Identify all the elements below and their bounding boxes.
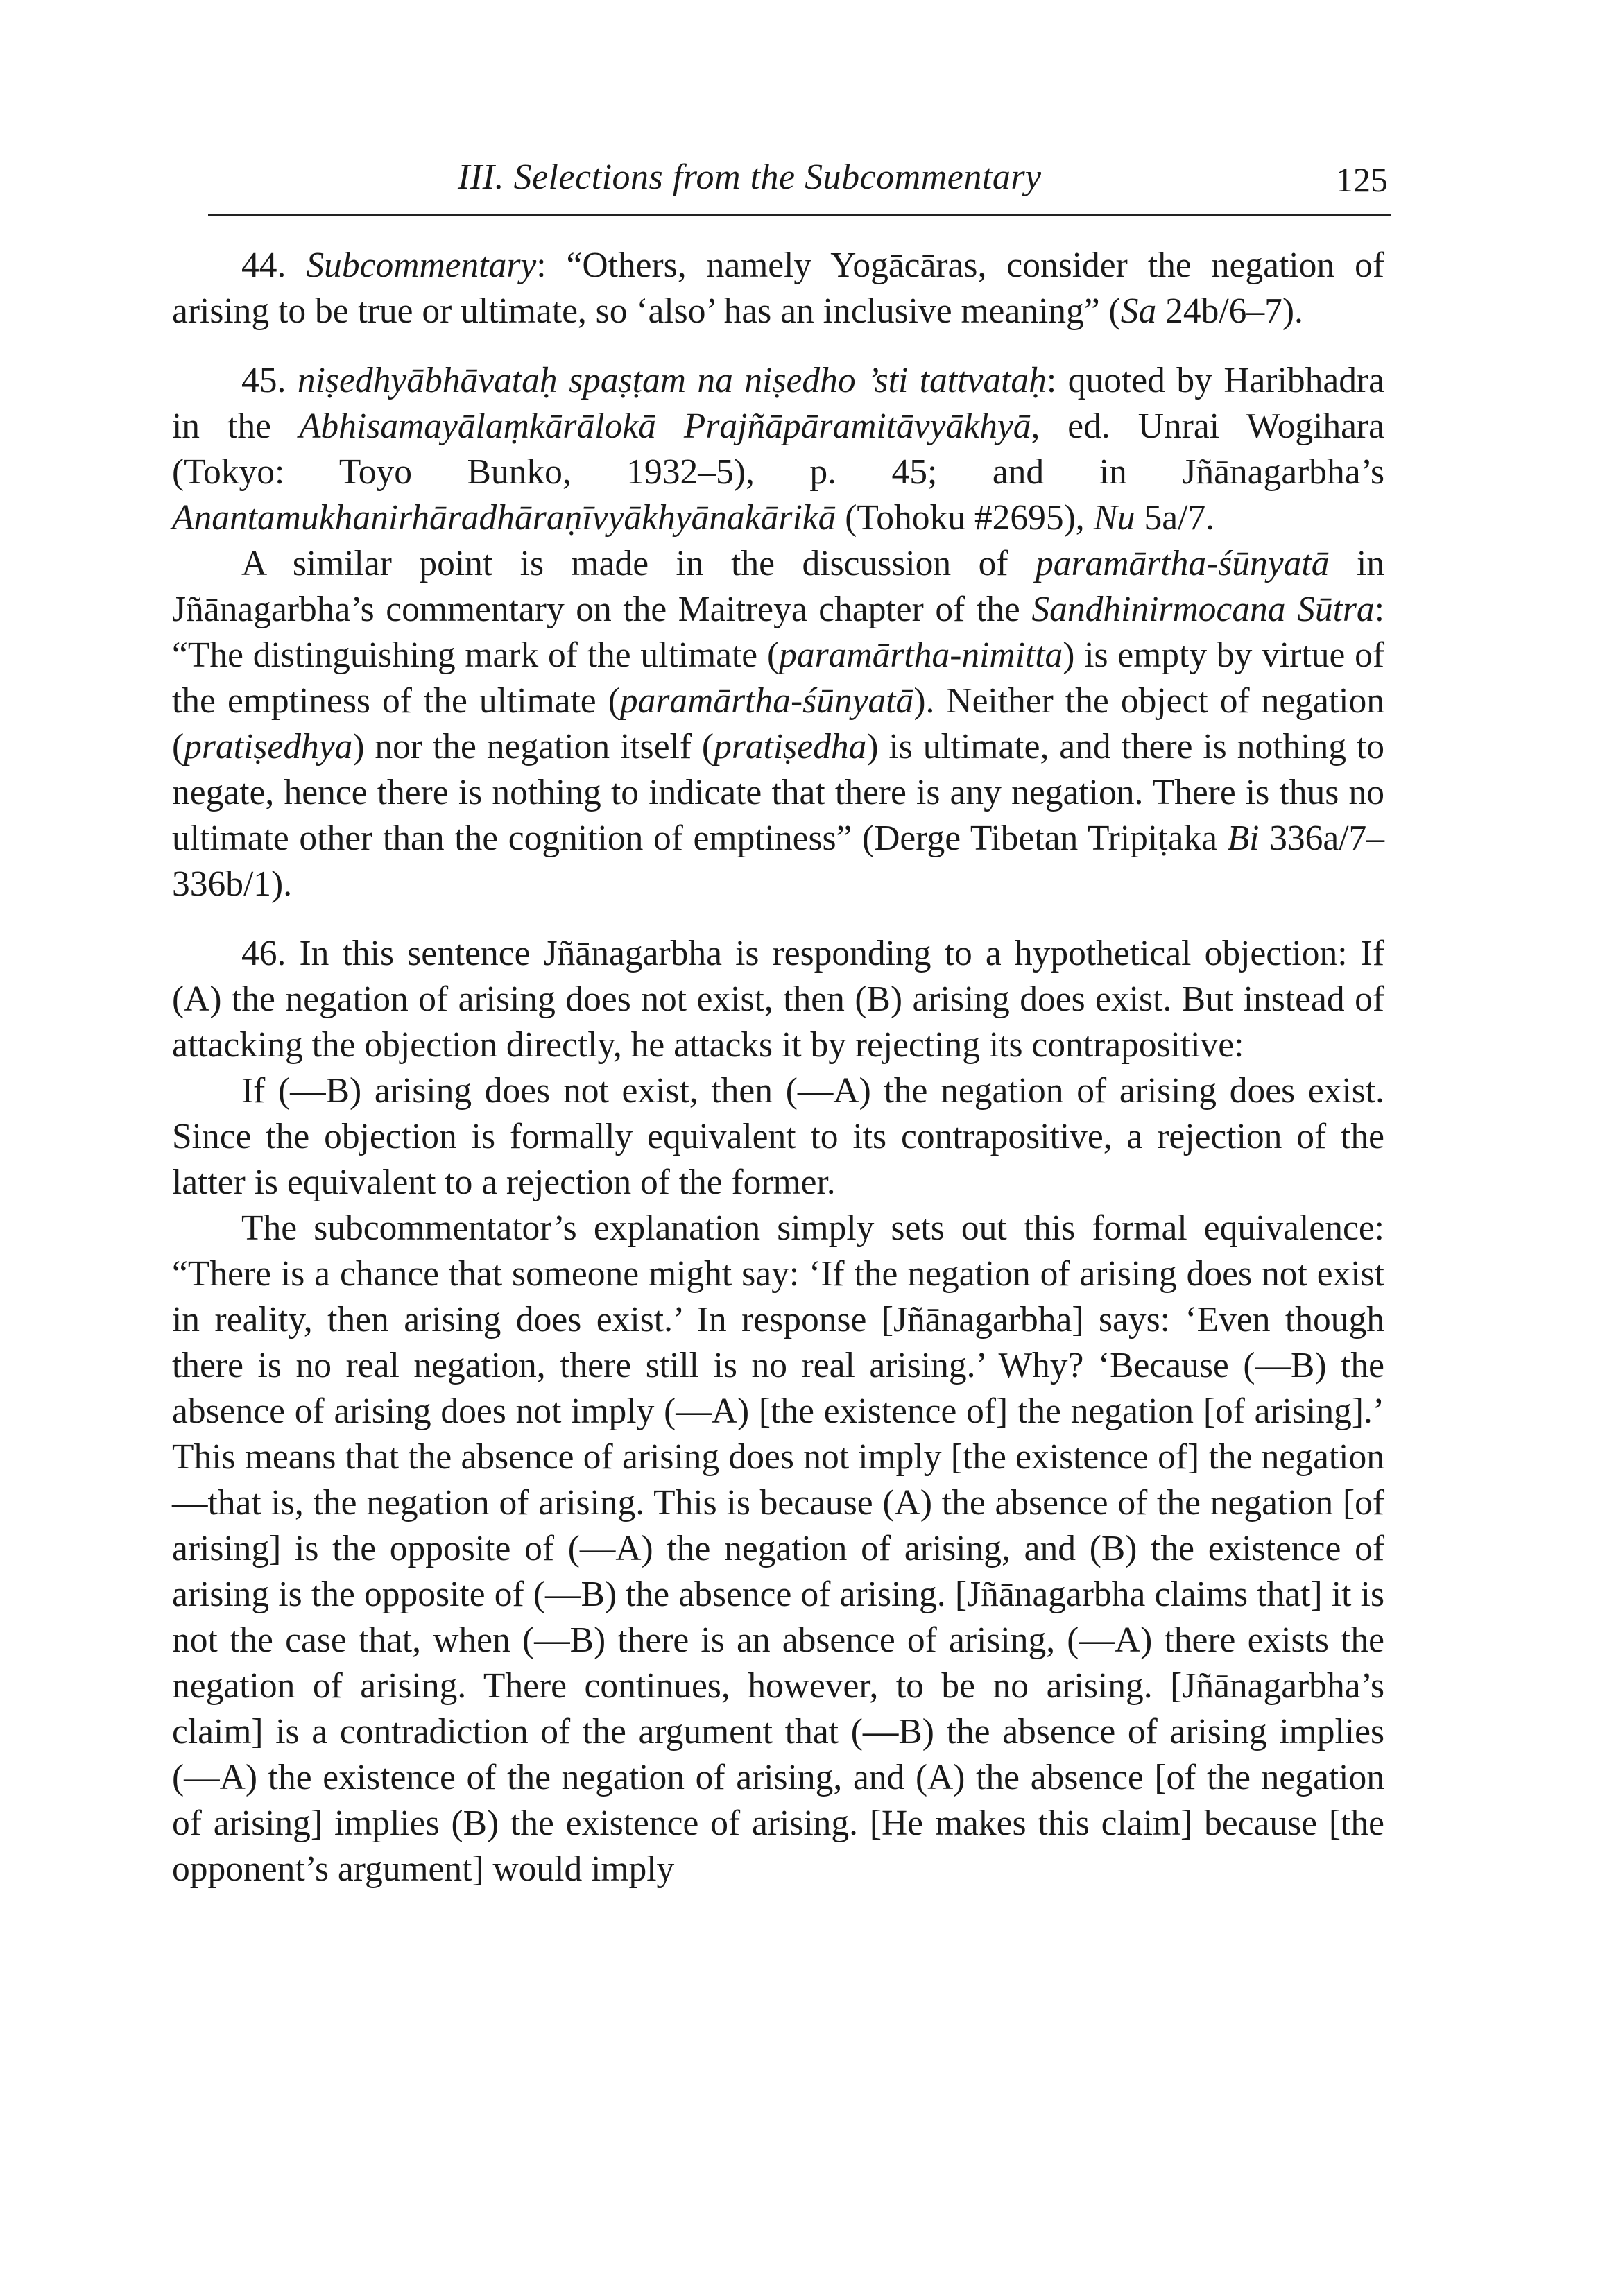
note-term: pratiṣedhya (184, 727, 353, 766)
note-term: paramārtha-nimitta (779, 635, 1063, 675)
running-title: III. Selections from the Subcommentary (458, 157, 1042, 197)
note-45 (172, 358, 1384, 541)
note-text: ) nor the negation itself ( (352, 727, 714, 766)
note-text: ) is ultimate, and there is nothing to negate, hence there is nothing to indicate that there is any negation. There is thus no ultimate other than the cognition of emptiness” (Derge Tibetan Tripiṭaka (172, 727, 1384, 858)
note-44 (172, 243, 1384, 334)
note-work-title: Abhisamayālaṃkārālokā Prajñāpāramitāvyākhyā (298, 406, 1031, 446)
note-quote: niṣedhyābhāvataḥ spaṣṭam na niṣedho ’sti tattvataḥ (297, 361, 1047, 400)
page-number: 125 (1336, 160, 1388, 199)
note-text: , ed. Unrai Wogihara (Tokyo: Toyo Bunko, 1932–5), p. 45; and in Jñānagarbha’s (172, 406, 1384, 492)
note-text: 336a/7–336b/1). (172, 819, 1385, 904)
note-text: in Jñānagarbha’s commentary on the Maitreya chapter of the (172, 544, 1384, 629)
note-45-continuation (172, 541, 1384, 907)
note-work-title: Sandhinirmocana Sūtra (1031, 590, 1375, 629)
running-header (208, 154, 1391, 216)
note-text: ). Neither the object of negation ( (172, 681, 1384, 766)
note-ref: 24b/6–7). (1156, 291, 1303, 331)
note-term: pratiṣedha (714, 727, 867, 766)
note-ref-siglum: Bi (1227, 819, 1260, 858)
notes-body (172, 243, 1384, 1892)
note-term: paramārtha-śūnyatā (619, 681, 914, 721)
note-text: (Tohoku #2695), (836, 498, 1094, 538)
note-46: 46. In this sentence Jñānagarbha is responding to a hypothetical objection: If (A) the negation of arising does not exist, then (B) arising does exist. But instead of attacking the objection directly, he attacks it by rejecting its contrapositive: (172, 934, 1384, 1065)
note-term: paramārtha-śūnyatā (1036, 544, 1330, 583)
note-term: Subcommentary (306, 246, 537, 285)
note-work-title: Anantamukhanirhāradhāraṇīvyākhyānakārikā (172, 498, 836, 538)
note-ref-siglum: Nu (1093, 498, 1135, 538)
note-text: : “Others, namely Yogācāras, consider the negation of arising to be true or ultimate, so ‘also’ has an inclusive meaning” ( (172, 246, 1385, 331)
note-ref-siglum: Sa (1120, 291, 1157, 331)
note-46-explanation: The subcommentator’s explanation simply sets out this formal equivalence: “There is a chance that someone might say: ‘If the negation of arising does not exist in reality, then arising does exist.’ In response [Jñānagarbha] says: ‘Even though there is no real negation, there still is no real arising.’ Why? ‘Because (—B) the absence of arising does not imply (—A) [the existence of] the negation [of arising].’ This means that the absence of arising does not imply [the existence of] the negation—that is, the negation of arising. This is because (A) the absence of the negation [of arising] is the opposite of (—A) the negation of arising, and (B) the existence of arising is the opposite of (—B) the absence of arising. [Jñānagarbha claims that] it is not the case that, when (—B) there is an absence of arising, (—A) there exists the negation of arising. There continues, however, to be no arising. [Jñānagarbha’s claim] is a contradiction of the argument that (—B) the absence of arising implies (—A) the existence of the negation of arising, and (A) the absence [of the negation of arising] implies (B) the existence of arising. [He makes this claim] because [the opponent’s argument] would imply (172, 1208, 1384, 1889)
note-text: : “The distinguishing mark of the ultimate ( (172, 590, 1384, 675)
note-text: : quoted by Haribhadra in the (172, 361, 1384, 446)
note-number: 44. (241, 246, 286, 285)
note-46-contrapositive: If (—B) arising does not exist, then (—A) the negation of arising does exist. Since the objection is formally equivalent to its contrapositive, a rejection of the latter is equivalent to a rejection of the former. (172, 1071, 1384, 1202)
note-text: A similar point is made in the discussion of (241, 544, 1036, 583)
note-number: 45. (241, 361, 286, 400)
note-text: 5a/7. (1135, 498, 1215, 538)
note-text: ) is empty by virtue of the emptiness of the ultimate ( (172, 635, 1385, 721)
